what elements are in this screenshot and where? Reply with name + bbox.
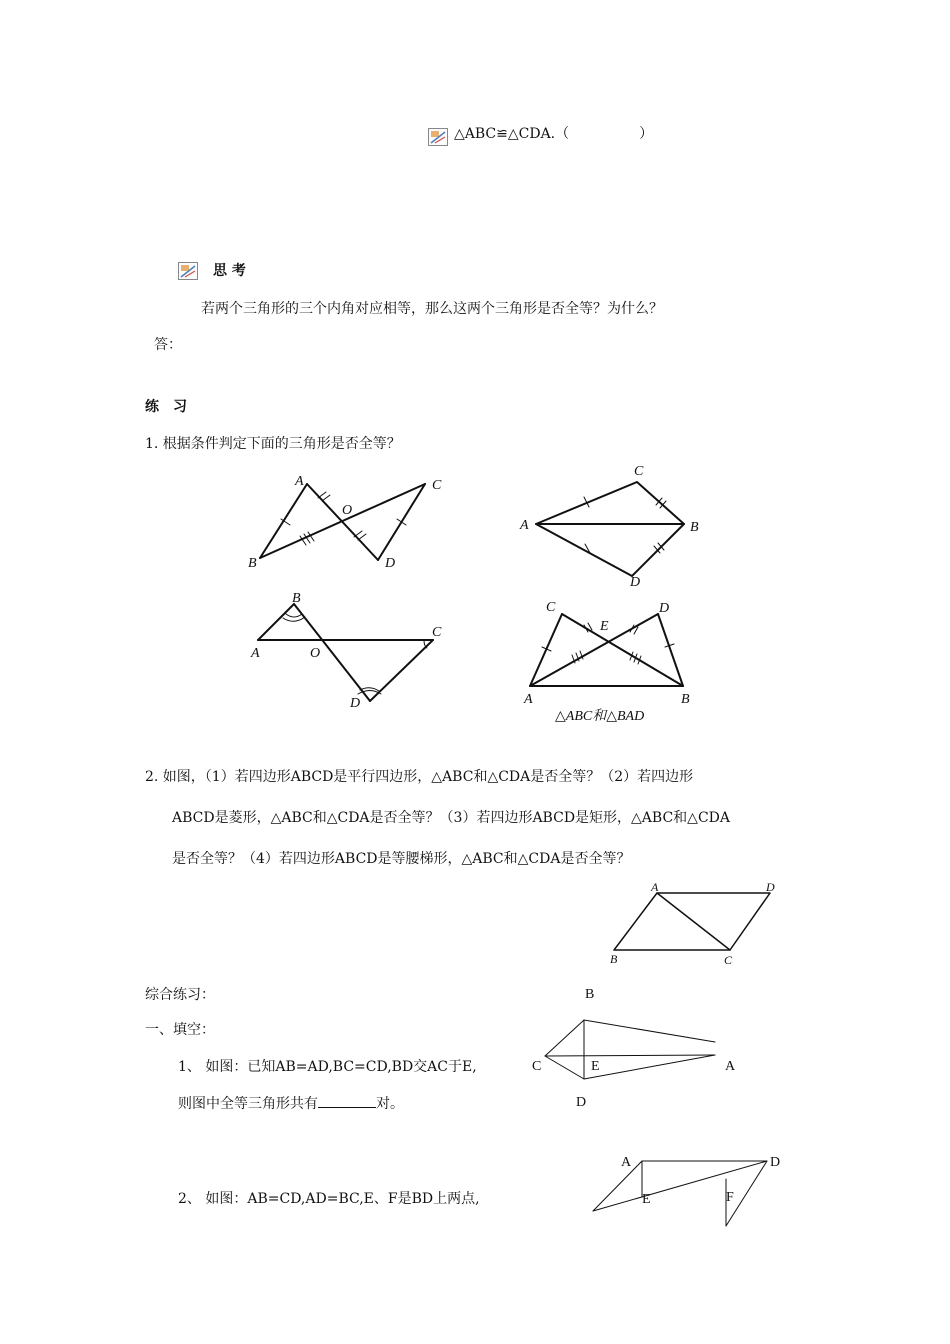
label-b: B xyxy=(610,952,618,966)
figure-angles-abocd xyxy=(250,590,450,710)
label-c: C xyxy=(546,600,556,615)
label-d: D xyxy=(350,696,361,711)
close-paren: ） xyxy=(639,126,654,142)
figure-parallelogram-abcd xyxy=(600,880,790,960)
fill-blank-heading: 一、填空： xyxy=(145,1022,215,1038)
figure-kite-bcead xyxy=(540,1015,730,1085)
label-a: A xyxy=(251,646,260,661)
label-a: A xyxy=(621,1155,632,1170)
think-heading: 思 考 xyxy=(213,263,246,279)
question-2-line-2: ABCD是菱形，△ABC和△CDA是否全等？（3）若四边形ABCD是矩形，△ABC和△CDA xyxy=(172,810,730,826)
label-c: C xyxy=(432,625,442,640)
label-e: E xyxy=(600,619,609,634)
question-2-line-1: 2. 如图，（1）若四边形ABCD是平行四边形，△ABC和△CDA是否全等？（2）若四边形 xyxy=(145,769,694,785)
question-1: 1. 根据条件判定下面的三角形是否全等？ xyxy=(145,436,401,452)
figure-caption: △ABC和△BAD xyxy=(555,709,645,724)
label-a: A xyxy=(725,1059,736,1074)
label-d: D xyxy=(385,556,396,571)
fill-2-line-1: 2、 如图：AB=CD,AD=BC,E、F是BD上两点, xyxy=(178,1191,480,1207)
comprehensive-heading: 综合练习： xyxy=(145,987,215,1003)
image-placeholder-icon xyxy=(428,128,448,146)
label-a: A xyxy=(651,880,659,894)
label-o: O xyxy=(342,503,353,518)
label-d: D xyxy=(770,1155,781,1170)
figure-parallelogram-aefd xyxy=(585,1150,775,1230)
label-o: O xyxy=(310,646,321,661)
label-d: D xyxy=(576,1095,587,1110)
fill-1-text-a: 则图中全等三角形共有 xyxy=(178,1096,318,1112)
think-icon xyxy=(178,262,198,280)
think-question: 若两个三角形的三个内角对应相等，那么这两个三角形是否全等？为什么？ xyxy=(201,301,663,317)
fill-1-text-b: 对。 xyxy=(376,1096,404,1112)
label-a: A xyxy=(520,518,529,533)
label-d: D xyxy=(630,575,641,590)
label-e: E xyxy=(642,1192,651,1207)
label-c: C xyxy=(532,1059,542,1074)
fill-1-line-2 xyxy=(178,1094,404,1114)
label-c: C xyxy=(432,478,442,493)
label-c: C xyxy=(634,464,644,479)
label-a: A xyxy=(295,474,304,489)
label-b: B xyxy=(690,520,699,535)
answer-label: 答： xyxy=(154,337,182,353)
label-a: A xyxy=(524,692,533,707)
label-b: B xyxy=(248,556,257,571)
question-2-line-3: 是否全等？（4）若四边形ABCD是等腰梯形，△ABC和△CDA是否全等？ xyxy=(172,851,631,867)
label-d: D xyxy=(766,880,775,894)
label-b: B xyxy=(681,692,690,707)
label-d: D xyxy=(659,601,670,616)
answer-blank[interactable] xyxy=(318,1095,376,1108)
practice-heading: 练 习 xyxy=(145,399,187,415)
label-f: F xyxy=(726,1190,734,1205)
figure-bowtie-ab-cd xyxy=(240,470,460,580)
label-e: E xyxy=(591,1059,600,1074)
congruence-statement: △ABC≌△CDA.（ xyxy=(454,126,570,142)
label-b: B xyxy=(585,987,595,1002)
label-b: B xyxy=(292,591,301,606)
fill-1-line-1: 1、 如图：已知AB=AD,BC=CD,BD交AC于E, xyxy=(178,1059,477,1075)
label-c: C xyxy=(724,953,733,967)
